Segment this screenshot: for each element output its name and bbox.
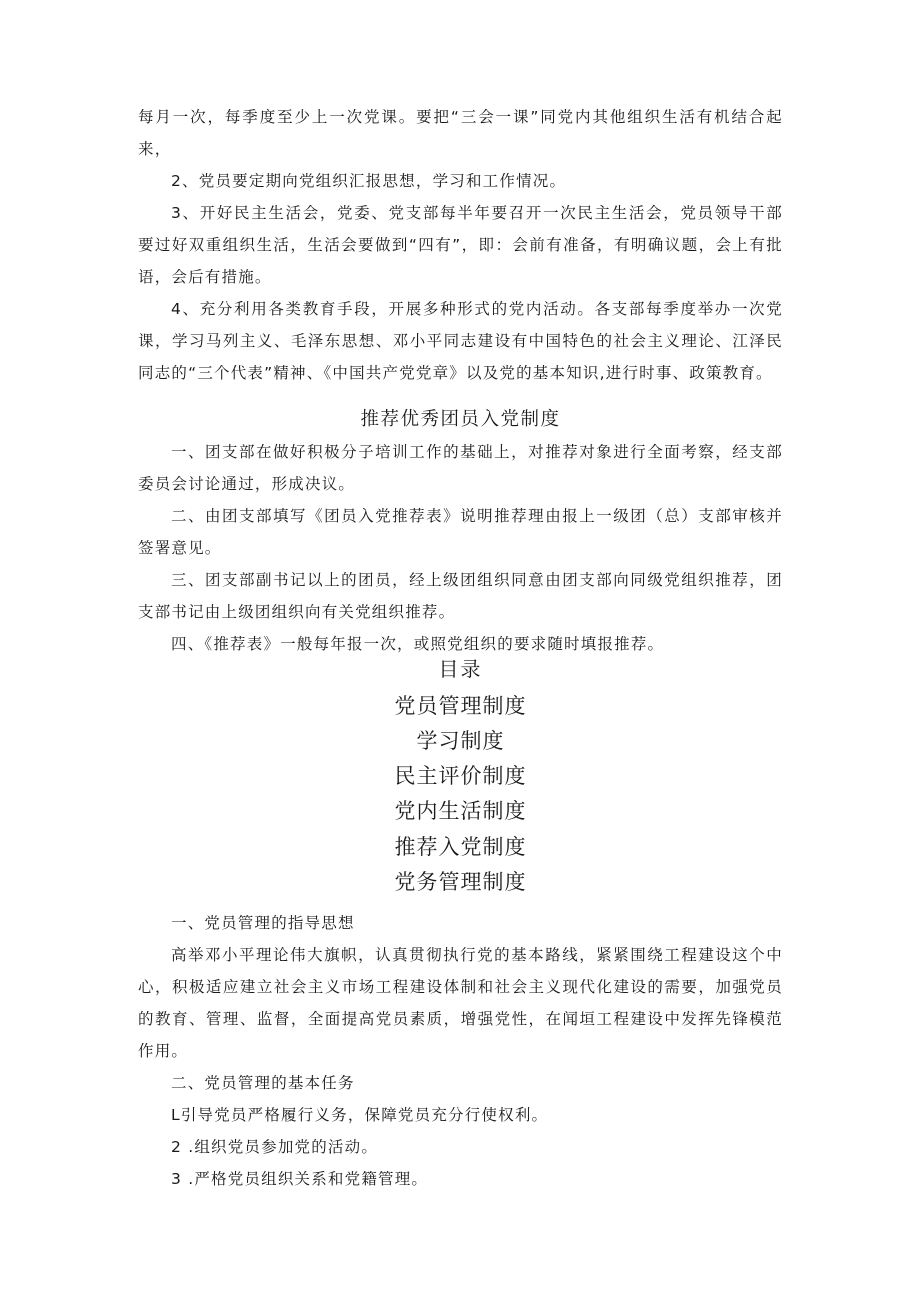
toc-title: 目录 — [438, 657, 483, 681]
party-life-section — [138, 101, 783, 389]
toc-item: 学习制度 — [416, 729, 505, 753]
management-task-1: L引导党员严格履行义务，保障党员充分行使权利。 — [171, 1106, 549, 1124]
paragraph-continuation: 每月一次，每季度至少上一次党课。要把“三会一课”同党内其他组织生活有机结合起来， — [138, 108, 783, 158]
management-task-3: 3 .严格党员组织关系和党籍管理。 — [171, 1170, 429, 1188]
paragraph-item-2: 2、党员要定期向党组织汇报思想，学习和工作情况。 — [171, 172, 567, 190]
recommend-paragraph-4: 四、《推荐表》一般每年报一次，或照党组织的要求随时填报推荐。 — [171, 635, 665, 653]
recommend-paragraph-1: 一、团支部在做好积极分子培训工作的基础上，对推荐对象进行全面考察，经支部委员会讨论通过，形成决议。 — [138, 443, 783, 493]
recommend-paragraph-3: 三、团支部副书记以上的团员，经上级团组织同意由团支部向同级党组织推荐，团支部书记由上级团组织向有关党组织推荐。 — [138, 571, 783, 621]
recommend-section — [138, 436, 783, 660]
management-section — [138, 907, 783, 1195]
toc-item: 党务管理制度 — [394, 870, 527, 894]
paragraph-item-3: 3、开好民主生活会，党委、党支部每半年要召开一次民主生活会，党员领导干部要过好双重组织生活，生活会要做到“四有”，即：会前有准备，有明确议题，会上有批语，会后有措施。 — [138, 204, 783, 286]
toc-item: 党内生活制度 — [394, 799, 527, 823]
management-heading-1: 一、党员管理的指导思想 — [171, 914, 355, 932]
management-task-2: 2 .组织党员参加党的活动。 — [171, 1138, 379, 1156]
recommend-paragraph-2: 二、由团支部填写《团员入党推荐表》说明推荐理由报上一级团（总）支部审核并签署意见。 — [138, 507, 783, 557]
management-body-1: 高举邓小平理论伟大旗帜，认真贯彻执行党的基本路线，紧紧围绕工程建设这个中心，积极适应建立社会主义市场工程建设体制和社会主义现代化建设的需要，加强党员的教育、管理、监督，全面提高党员素质，增强党性，在闻垣工程建设中发挥先锋模范作用。 — [138, 946, 783, 1060]
toc-item: 民主评价制度 — [394, 764, 527, 788]
paragraph-item-4: 4、充分利用各类教育手段，开展多种形式的党内活动。各支部每季度举办一次党课，学习马列主义、毛泽东思想、邓小平同志建设有中国特色的社会主义理论、江泽民同志的“三个代表”精神、《中国共产党党章》以及党的基本知识,进行时事、政策教育。 — [138, 300, 783, 382]
toc-item: 推荐入党制度 — [394, 835, 527, 859]
management-heading-2: 二、党员管理的基本任务 — [171, 1074, 355, 1092]
toc-item: 党员管理制度 — [394, 694, 527, 718]
recommend-section-title: 推荐优秀团员入党制度 — [360, 409, 561, 430]
